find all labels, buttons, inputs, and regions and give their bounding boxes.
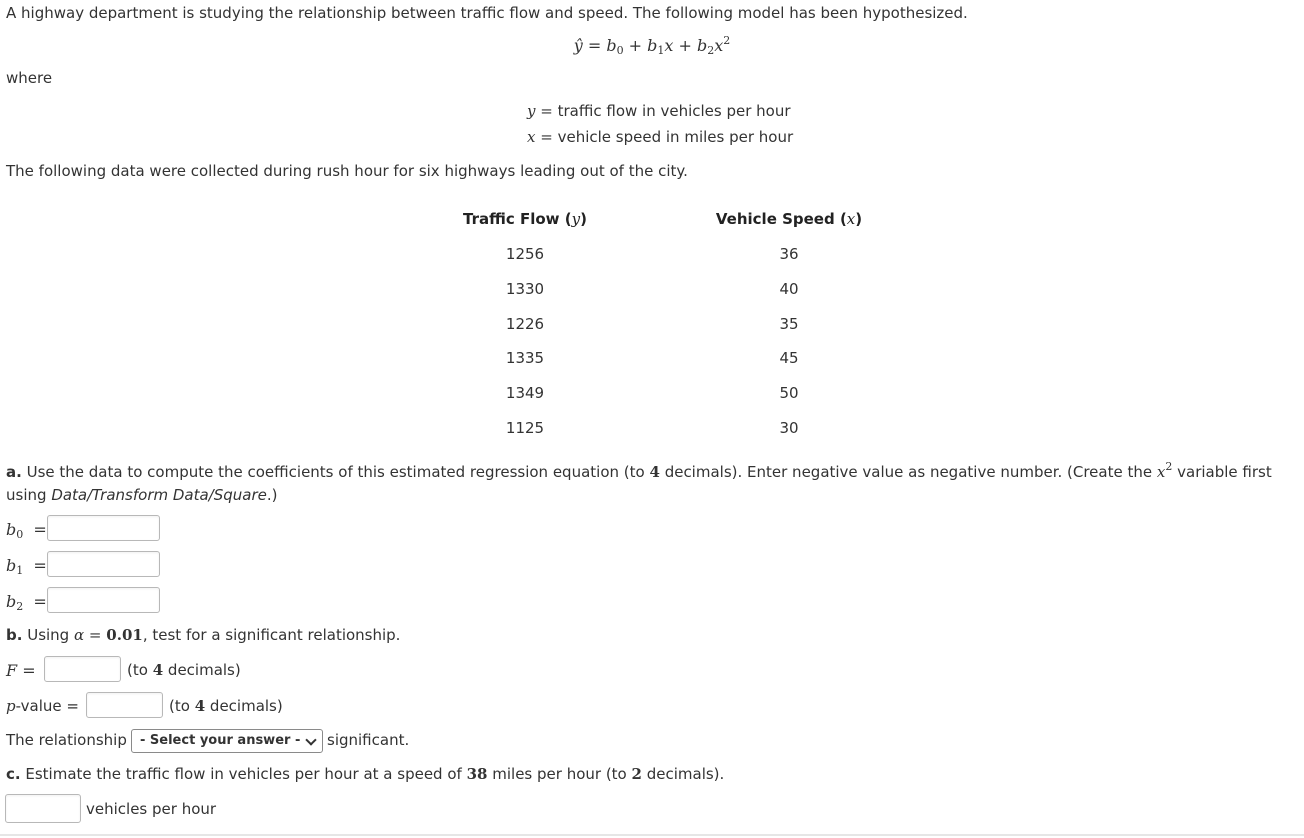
p-value-input[interactable] bbox=[86, 692, 163, 718]
part-a-menu-path: Data/Transform Data/Square bbox=[51, 486, 267, 504]
relationship-suffix: significant. bbox=[327, 731, 410, 749]
part-b-text-1: Using bbox=[27, 626, 70, 644]
table-cell-speed: 35 bbox=[779, 315, 799, 333]
relationship-select[interactable] bbox=[131, 729, 323, 753]
b0-input[interactable] bbox=[47, 515, 160, 541]
units-label: vehicles per hour bbox=[86, 800, 217, 818]
f-precision-note bbox=[127, 661, 241, 679]
y-definition-text: traffic flow in vehicles per hour bbox=[557, 102, 791, 120]
table-cell-speed: 36 bbox=[779, 245, 799, 263]
table-cell-flow: 1330 bbox=[505, 280, 545, 298]
col1-header-label: Traffic Flow bbox=[463, 210, 560, 228]
y-definition: y = traffic flow in vehicles per hour bbox=[527, 102, 791, 120]
f-suffix-2: decimals) bbox=[167, 661, 241, 679]
f-label: F = bbox=[6, 661, 36, 680]
part-c-speed: 38 bbox=[466, 765, 488, 783]
relationship-select-value: - Select your answer - bbox=[140, 733, 301, 748]
part-c-text-3: decimals). bbox=[646, 765, 725, 783]
relationship-prefix: The relationship bbox=[6, 731, 127, 749]
part-c-text-1: Estimate the traffic flow in vehicles per hour at a speed of bbox=[25, 765, 462, 783]
bottom-divider bbox=[0, 834, 1304, 836]
alpha-value: 0.01 bbox=[106, 626, 143, 644]
x-definition: x = vehicle speed in miles per hour bbox=[527, 128, 794, 146]
part-a-text-4: using bbox=[6, 486, 47, 504]
b2-input[interactable] bbox=[47, 587, 160, 613]
part-a-text-1: Use the data to compute the coefficients of this estimated regression equation (to bbox=[26, 463, 645, 481]
f-decimals: 4 bbox=[152, 661, 164, 679]
p-value-label: p-value = bbox=[6, 697, 79, 715]
p-suffix-2: decimals) bbox=[209, 697, 283, 715]
part-c-text-2: miles per hour (to bbox=[492, 765, 627, 783]
f-input[interactable] bbox=[44, 656, 121, 682]
part-a-label: a. bbox=[6, 463, 22, 481]
part-b-label: b. bbox=[6, 626, 23, 644]
p-decimals: 4 bbox=[194, 697, 206, 715]
part-c-label: c. bbox=[6, 765, 21, 783]
p-precision-note bbox=[169, 697, 283, 715]
p-value-label-text: -value = bbox=[15, 697, 79, 715]
table-cell-flow: 1125 bbox=[505, 419, 545, 437]
table-cell-speed: 45 bbox=[779, 349, 799, 367]
part-a-decimals: 4 bbox=[649, 463, 660, 481]
data-intro-text: The following data were collected during rush hour for six highways leading out of the city. bbox=[6, 162, 688, 180]
part-a-line-1: a. Use the data to compute the coefficients of this estimated regression equation (to 4 decimals). Enter negative value as negative number. (Create the $x^2$ variable first bbox=[6, 460, 1272, 481]
where-text: where bbox=[6, 69, 53, 87]
b2-label: $b_2$ = bbox=[6, 592, 47, 613]
table-cell-speed: 50 bbox=[779, 384, 799, 402]
part-a-line-2 bbox=[6, 486, 278, 504]
table-cell-flow: 1335 bbox=[505, 349, 545, 367]
b0-label: $b_0$ = bbox=[6, 520, 47, 541]
part-b-line: b. Using α = 0.01, test for a significant relationship. bbox=[6, 626, 401, 644]
intro-text: A highway department is studying the relationship between traffic flow and speed. The following model has been hypothesized. bbox=[6, 4, 968, 22]
part-b-text-2: , test for a significant relationship. bbox=[142, 626, 401, 644]
x-definition-text: vehicle speed in miles per hour bbox=[557, 128, 794, 146]
table-cell-flow: 1349 bbox=[505, 384, 545, 402]
model-equation: ŷ = $b_0 + b_1x + b_2x^2$ bbox=[573, 34, 731, 57]
p-suffix-1: (to bbox=[169, 697, 190, 715]
table-cell-speed: 40 bbox=[779, 280, 799, 298]
table-header-vehicle-speed: Vehicle Speed (x) bbox=[715, 210, 863, 228]
table-cell-speed: 30 bbox=[779, 419, 799, 437]
traffic-flow-estimate-input[interactable] bbox=[5, 794, 81, 823]
part-a-text-5: .) bbox=[266, 486, 278, 504]
table-cell-flow: 1256 bbox=[505, 245, 545, 263]
part-a-text-3: variable first bbox=[1177, 463, 1272, 481]
part-c-decimals: 2 bbox=[631, 765, 642, 783]
chevron-down-icon bbox=[305, 734, 316, 745]
part-a-text-2: decimals). Enter negative value as negative number. (Create the bbox=[664, 463, 1153, 481]
f-suffix-1: (to bbox=[127, 661, 148, 679]
b1-label: $b_1$ = bbox=[6, 556, 47, 577]
part-c-line bbox=[6, 765, 724, 783]
table-header-traffic-flow: Traffic Flow (y) bbox=[463, 210, 587, 228]
b1-input[interactable] bbox=[47, 551, 160, 577]
table-cell-flow: 1226 bbox=[505, 315, 545, 333]
col2-header-label: Vehicle Speed bbox=[715, 210, 835, 228]
